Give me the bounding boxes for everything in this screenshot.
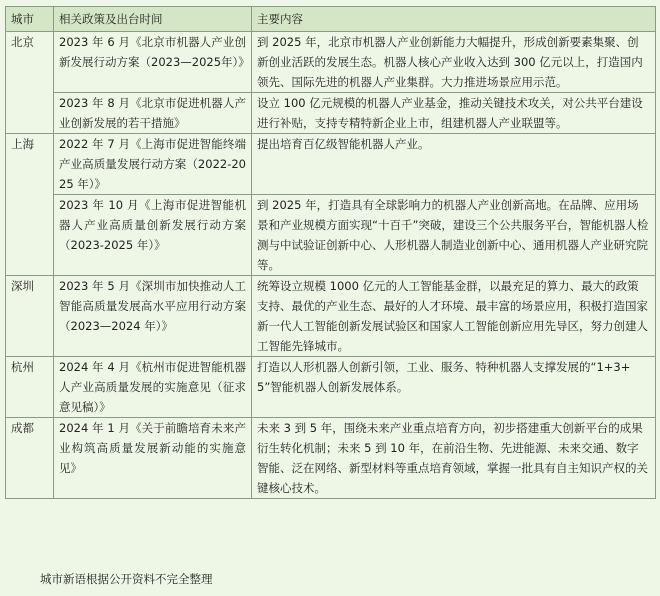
table-row	[6, 195, 656, 276]
city-cell: 成都	[6, 418, 54, 499]
content-cell: 设立 100 亿元规模的机器人产业基金，推动关键技术攻关，对公共平台建设进行补贴，支持专精特新企业上市，组建机器人产业联盟等。	[252, 93, 656, 134]
table-row	[6, 134, 656, 195]
table-row	[6, 357, 656, 418]
header-city: 城市	[6, 7, 54, 32]
policy-cell: 2024 年 4 月《杭州市促进智能机器人产业高质量发展的实施意见（征求意见稿）》	[54, 357, 252, 418]
content-cell: 提出培育百亿级智能机器人产业。	[252, 134, 656, 195]
city-cell: 上海	[6, 134, 54, 276]
city-cell: 杭州	[6, 357, 54, 418]
policy-cell: 2022 年 7 月《上海市促进智能终端产业高质量发展行动方案（2022-2025 年）》	[54, 134, 252, 195]
policy-cell: 2024 年 1 月《关于前瞻培育未来产业构筑高质量发展新动能的实施意见》	[54, 418, 252, 499]
policy-cell: 2023 年 8 月《北京市促进机器人产业创新发展的若干措施》	[54, 93, 252, 134]
city-cell: 深圳	[6, 276, 54, 357]
city-cell: 北京	[6, 32, 54, 134]
policy-cell: 2023 年 10 月《上海市促进智能机器人产业高质量创新发展行动方案（2023-2025 年）》	[54, 195, 252, 276]
table-row	[6, 418, 656, 499]
content-cell: 到 2025 年，打造具有全球影响力的机器人产业创新高地。在品牌、应用场景和产业规模方面实现“十百千”突破，建设三个公共服务平台，智能机器人检测与中试验证创新中心、人形机器人制造业创新中心、通用机器人产业研究院等。	[252, 195, 656, 276]
table-header-row	[6, 7, 656, 32]
content-cell: 打造以人形机器人创新引领，工业、服务、特种机器人支撑发展的“1+3+5”智能机器人创新发展体系。	[252, 357, 656, 418]
header-content: 主要内容	[252, 7, 656, 32]
content-cell: 到 2025 年，北京市机器人产业创新能力大幅提升，形成创新要素集聚、创新创业活跃的发展生态。机器人核心产业收入达到 300 亿元以上，打造国内领先、国际先进的机器人产业集群。大力推进场景应用示范。	[252, 32, 656, 93]
table-row	[6, 93, 656, 134]
policy-table	[5, 6, 656, 499]
content-cell: 统筹设立规模 1000 亿元的人工智能基金群，以最充足的算力、最大的政策支持、最优的产业生态、最好的人才环境、最丰富的场景应用，积极打造国家新一代人工智能创新发展试验区和国家人工智能创新应用先导区，努力创建人工智能先锋城市。	[252, 276, 656, 357]
source-footnote: 城市新语根据公开资料不完全整理	[40, 572, 213, 586]
policy-cell: 2023 年 6 月《北京市机器人产业创新发展行动方案（2023—2025年）》	[54, 32, 252, 93]
content-cell: 未来 3 到 5 年，围绕未来产业重点培育方向，初步搭建重大创新平台的成果衍生转化机制；未来 5 到 10 年，在前沿生物、先进能源、未来交通、数字智能、泛在网络、新型材料等重点培育领域，掌握一批具有自主知识产权的关键核心技术。	[252, 418, 656, 499]
table-row	[6, 276, 656, 357]
header-policy: 相关政策及出台时间	[54, 7, 252, 32]
table-row	[6, 32, 656, 93]
policy-cell: 2023 年 5 月《深圳市加快推动人工智能高质量发展高水平应用行动方案（2023—2024 年）》	[54, 276, 252, 357]
